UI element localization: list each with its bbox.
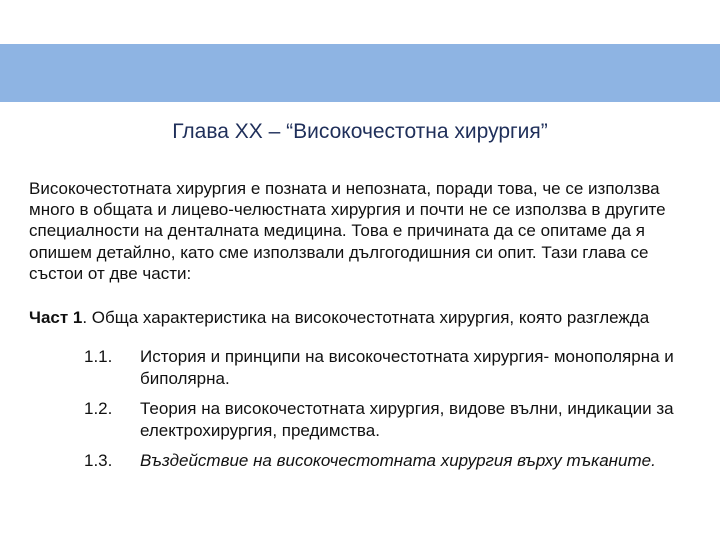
list-item-number: 1.1. bbox=[84, 347, 113, 366]
list-item-text: Въздействие на високочестотната хирургия върху тъканите. bbox=[140, 451, 656, 470]
list-item-number: 1.3. bbox=[84, 451, 113, 470]
list-item-text: Теория на високочестотната хирургия, видове вълни, индикации за електрохирургия, предимства. bbox=[140, 399, 674, 440]
list-item-text: История и принципи на високочестотната хирургия- монополярна и биполярна. bbox=[140, 347, 674, 388]
part-description: . Обща характеристика на високочестотната хирургия, която разглежда bbox=[82, 308, 650, 327]
part-label: Част 1 bbox=[29, 308, 83, 327]
slide-title: Глава ХХ – “Високочестотна хирургия” bbox=[172, 120, 548, 143]
list-item-number: 1.2. bbox=[84, 399, 113, 418]
intro-paragraph: Високочестотната хирургия е позната и непозната, поради това, че се използва много в общата и лицево-челюстната хирургия и почти не се използва в другите специалности на денталната медицина. Това е причината да се опитаме да я опишем детайлно, като сме използвали дългогодишния си опит. Тази глава се състои от две части: bbox=[29, 179, 666, 283]
header-band bbox=[0, 44, 720, 102]
part-heading bbox=[29, 307, 709, 329]
